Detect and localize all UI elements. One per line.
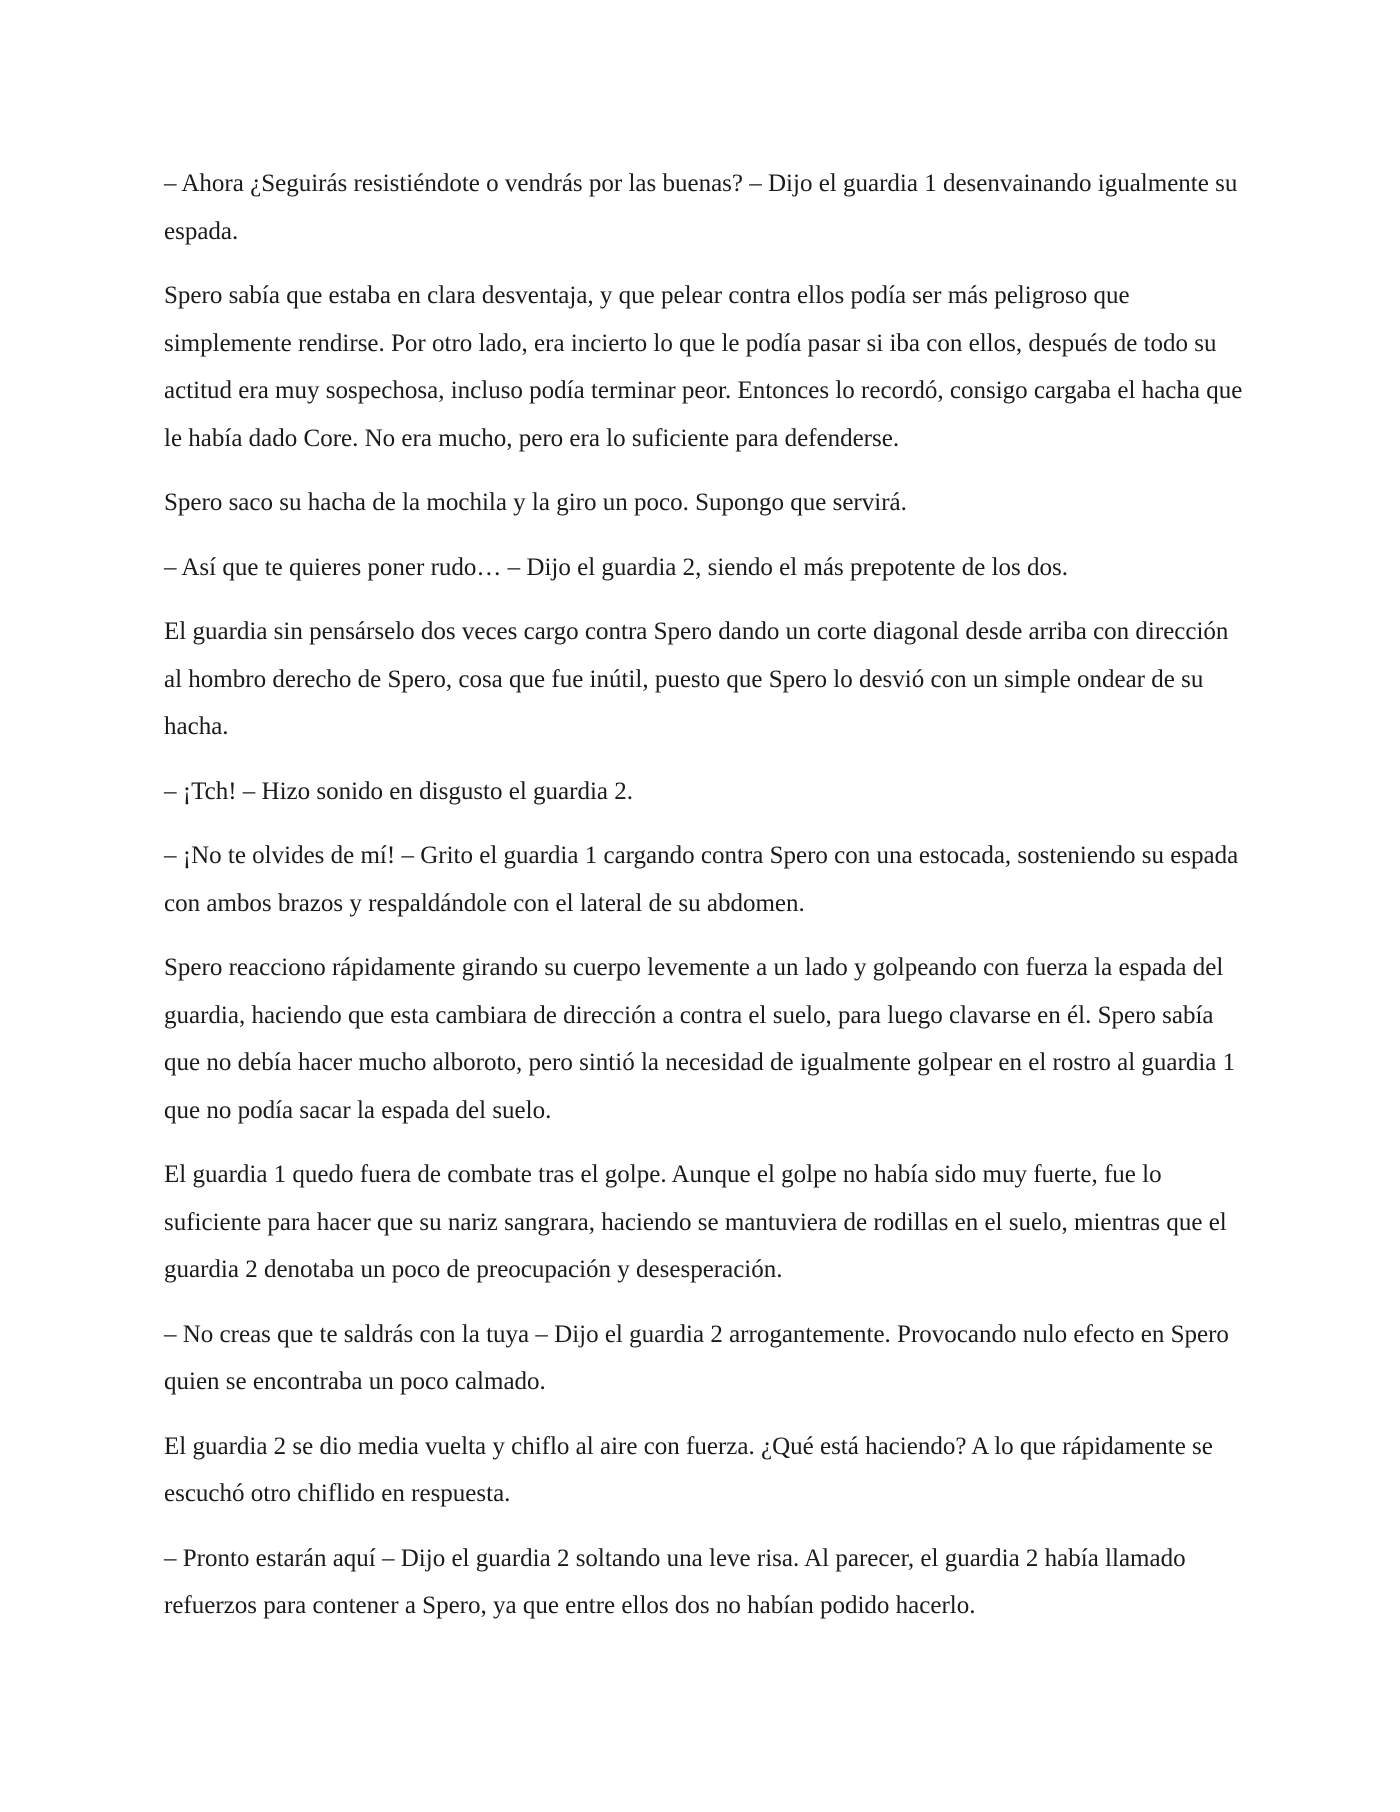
paragraph: El guardia sin pensárselo dos veces cargo contra Spero dando un corte diagonal desde arriba con dirección al hombro derecho de Spero, cosa que fue inútil, puesto que Spero lo desvió con un simple ondear de su hacha.	[164, 618, 1229, 740]
paragraph: – ¡Tch! – Hizo sonido en disgusto el guardia 2.	[164, 777, 633, 805]
paragraph: – Ahora ¿Seguirás resistiéndote o vendrás por las buenas? – Dijo el guardia 1 desenvainando igualmente su espada.	[164, 170, 1238, 245]
paragraph: – Así que te quieres poner rudo… – Dijo el guardia 2, siendo el más prepotente de los dos.	[164, 553, 1068, 581]
paragraph: – ¡No te olvides de mí! – Grito el guardia 1 cargando contra Spero con una estocada, sosteniendo su espada con ambos brazos y respaldándole con el lateral de su abdomen.	[164, 842, 1239, 917]
paragraph: – No creas que te saldrás con la tuya – Dijo el guardia 2 arrogantemente. Provocando nulo efecto en Spero quien se encontraba un poco calmado.	[164, 1320, 1229, 1395]
paragraph: – Pronto estarán aquí – Dijo el guardia 2 soltando una leve risa. Al parecer, el guardia 2 había llamado refuerzos para contener a Spero, ya que entre ellos dos no habían podido hacerlo.	[164, 1544, 1186, 1619]
document-page	[164, 160, 1244, 1647]
paragraph: Spero saco su hacha de la mochila y la giro un poco. Supongo que servirá.	[164, 489, 907, 516]
paragraph: El guardia 2 se dio media vuelta y chiflo al aire con fuerza. ¿Qué está haciendo? A lo que rápidamente se escuchó otro chiflido en respuesta.	[164, 1432, 1213, 1507]
paragraph: El guardia 1 quedo fuera de combate tras el golpe. Aunque el golpe no había sido muy fuerte, fue lo suficiente para hacer que su nariz sangrara, haciendo se mantuviera de rodillas en el suelo, mientras que el guardia 2 denotaba un poco de preocupación y desesperación.	[164, 1161, 1227, 1283]
paragraph: Spero sabía que estaba en clara desventaja, y que pelear contra ellos podía ser más peligroso que simplemente rendirse. Por otro lado, era incierto lo que le podía pasar si iba con ellos, después de todo su actitud era muy sospechosa, incluso podía terminar peor. Entonces lo recordó, consigo cargaba el hacha que le había dado Core. No era mucho, pero era lo suficiente para defenderse.	[164, 282, 1243, 452]
paragraph: Spero reacciono rápidamente girando su cuerpo levemente a un lado y golpeando con fuerza la espada del guardia, haciendo que esta cambiara de dirección a contra el suelo, para luego clavarse en él. Spero sabía que no debía hacer mucho alboroto, pero sintió la necesidad de igualmente golpear en el rostro al guardia 1 que no podía sacar la espada del suelo.	[164, 954, 1236, 1124]
